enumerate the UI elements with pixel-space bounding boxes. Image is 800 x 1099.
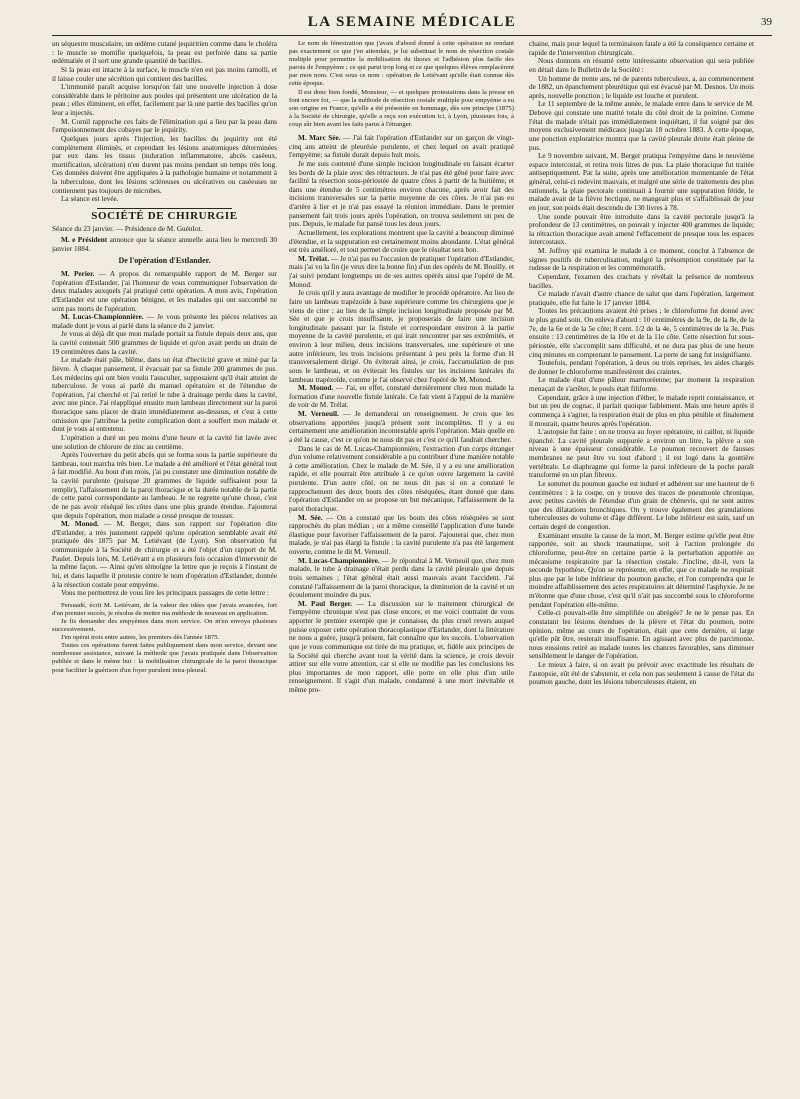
letter-excerpt: Il est donc bien fondé, Monsieur, — et quelques protestations dans la presse en font encore foi, — que la méthode de résection costale multiple pour empyème a eu son origine en France, qu'elle a été présentée en hommage, dès son principe (1875) à la Société de chirurgie, qu'elle a reçu son exécution ici, à Lyon, plusieurs fois, à coup sûr bien avant les faits parus à l'étranger. bbox=[289, 88, 514, 128]
paragraph: Si la peau est intacte à la surface, le muscle n'en est pas moins ramolli, et il laisse couler une sécrétion qui contient des bacilles. bbox=[52, 65, 277, 83]
paragraph bbox=[289, 410, 514, 445]
speaker-name: M. e Président bbox=[61, 236, 108, 245]
speech-text: — J'ai fait l'opération d'Estlander sur un garçon de vingt-cinq ans atteint de pleurésie purulente, et chez lequel on avait pratiqué l'empyème; sa fistule durait depuis huit mois. bbox=[289, 134, 514, 160]
paragraph: Vous me permettrez de vous lire les principaux passages de cette lettre : bbox=[61, 589, 270, 598]
paragraph: M. Cornil rapproche ces faits de l'élimination qui a lieu par la peau dans l'empoisonnement des cobayes par le jequirity. bbox=[52, 117, 277, 135]
paragraph: Le 9 novembre suivant, M. Berger pratiqua l'empyème dans le neuvième espace intercostal, et retira trois litres de pus. La plaie thoracique fut traitée antiseptiquement. Par la suite, après une amélioration momentanée de l'état général, celui-ci redevint mauvais, et malgré une série de traitements des plus rationnels, la plaie pectorale continuait à fournir une suppuration fétide, le malade avait de la fièvre hectique, ne mangeait plus et s'affaiblissait de jour en jour, son poids était descendu de 130 livres à 78. bbox=[529, 152, 754, 212]
paragraph: chaine, mais pour lequel la terminaison fatale a été la conséquence certaine et rapide de l'intervention chirurgicale. bbox=[529, 40, 754, 57]
speech-text: — J'ai, en effet, constaté dernièrement chez mon malade la formation d'une nouvelle fistule latérale. Ce fait vient à l'appui de la manière de voir de M. Trélat. bbox=[289, 384, 514, 410]
paragraph bbox=[289, 134, 514, 160]
paragraph: Je crois qu'il y aura avantage de modifier le procédé opératoire. Au lieu de faire un lambeau trapézoïde à base supérieure comme les chirurgiens que je viens de citer ; au lieu de la simple incision longitudinale proposée par M. Sée et que je crois insuffisante, je proposerais de faire une incision longitudinale passant par la fistule et correspondant environ à la partie moyenne de la cavité purulente, et qui irait rencontrer par ses extrémités, et environ à leur milieu, deux incisions transversales, une supérieure et une autre inférieure, les trois incisions présentant à peu près la forme d'un H transversalement dirigé. On éviterait ainsi, je crois, l'accumulation de pus sous le lambeau, et on éviterait les fistules sur les incisions latérales du lambeau trapézoïde, comme je l'ai observé chez l'opéré de M. Monod. bbox=[289, 289, 514, 384]
column-middle bbox=[289, 40, 514, 1085]
paragraph bbox=[52, 520, 277, 589]
letter-excerpt: Toutes ces opérations furent faites publiquement dans mon service, devant une nombreuse assistance, suivant la méthode que j'avais pratiquée dans l'observation publiée et dans le même but : la mobilisation chirurgicale de la paroi thoracique pour faciliter la guérison d'un foyer purulent intra-pleural. bbox=[52, 642, 277, 674]
section-divider bbox=[97, 208, 232, 209]
paragraph: Toutes les précautions avaient été prises ; le chloroforme fut donné avec le plus grand soin. On enleva d'abord : 10 centimètres de la 9e, de la 8e, de la 7e, de la 6e et de la 5e côte; 8 cent. 1/2 de la 4e, 5 centimètres de la 3e. Puis ensuite : 13 centimètres de la 10e et de la 11e côte. Cette résection fut sous-périostée, elle s'accomplit sans difficulté, et ne dura pas plus de une heure cinq minutes en comprenant le pansement. La perte de sang fut insignifiante. bbox=[529, 307, 754, 359]
paragraph: un séquestre musculaire, un œdème cutané jequiritien comme dans le choléra : le muscle se momifie quelquefois, la peau est perforée dans sa partie œdématiée et il sort une grande quantité de bacilles. bbox=[52, 40, 277, 66]
paragraph: Le sommet du poumon gauche est induré et adhérent sur une hauteur de 6 centimètres : à la coupe, on y trouve des traces de pneumonie chronique, avec petites cavités de l'étendue d'un grain de chènevis, qui ne sont autres que des dilatations bronchiques. On y trouve également des granulations tuberculeuses de volume et d'âge différent. Le lobe inférieur est sain, sauf un certain degré de congestion. bbox=[529, 479, 754, 531]
paragraph: M. Joffroy qui examina le malade à ce moment, conclut à l'absence de signes positifs de tuberculisation, malgré la présomption constituée par la rudesse de la respiration et les commémoratifs. bbox=[529, 247, 754, 273]
paragraph: Je vous ai déjà dit que mon malade portait sa fistule depuis deux ans, que la cavité contenait 500 grammes de liquide et qu'on avait perdu un drain de 19 centimètres dans la cavité. bbox=[52, 330, 277, 356]
speech-text: — Je n'ai pas eu l'occasion de pratiquer l'opération d'Estlander, mais j'ai vu la fin (je veux dire la bonne fin) d'un des opérés de M. Bouilly, et j'ai suivi pendant longtemps un de ses autres opérés ainsi que l'opéré de M. Monod. bbox=[289, 254, 514, 289]
paragraph: Dans le cas de M. Lucas-Championnière, l'extraction d'un corps étranger d'un volume relativement considérable a pu contribuer d'une manière notable à cette amélioration. Chez le malade de M. Sée, il y a eu une amélioration rapide, et elle pourrait être attribuée à ce qu'on ouvre largement la cavité purulente. D'un autre côté, on ne nous dit pas si on a constaté le rapprochement des deux bouts des côtes réséquées, étant donné que dans l'opération d'Estlander on se propose un but mécanique, l'affaissement de la paroi thoracique. bbox=[289, 444, 514, 513]
speech-text: annonce que la séance annuelle aura lieu le mercredi 30 janvier 1884. bbox=[52, 236, 277, 253]
paragraph: Cependant, grâce à une injection d'éther, le malade reprit connaissance, et but un peu de cognac, il parlait quoique faiblement. Mais une heure après il commença à s'agiter, la respiration était de plus en plus pénible et finalement il mourait, quatre heures après l'opération. bbox=[529, 393, 754, 428]
paragraph: Cependant, l'examen des crachats y révélait la présence de nombreux bacilles. bbox=[529, 272, 754, 290]
paragraph: Le mieux à faire, si on avait pu prévoir avec exactitude les résultats de l'autopsie, eût été de s'abstenir, et cela non pas seulement à cause de l'état du poumon gauche, dont les lésions tuberculeuses étaient, en bbox=[529, 661, 754, 687]
page-header bbox=[52, 12, 772, 36]
column-left bbox=[52, 40, 277, 1085]
speaker-name: M. Lucas-Championnière. bbox=[61, 313, 144, 322]
paragraph: Ce malade n'avait d'autre chance de salut que dans l'opération, largement pratiquée, elle fut faite le 17 janvier 1884. bbox=[529, 290, 754, 307]
paragraph: Après l'ouverture du petit abcès qui se forma sous la partie supérieure du lambeau, tout marcha très bien. Le malade a été amélioré et l'état général tout à fait modifié. Au bout d'un mois, j'ai pu constater une diminution notable de la cavité purulente (puisque 20 grammes de liquide suffisaient pour la remplir), l'affaissement de la paroi thoracique et la durée notable de la partie de cette paroi correspondante au lambeau. Je ne regrette qu'une chose, c'est de ne pas avoir réséqué les côtes dans une plus grande étendue. J'ajouterai que depuis l'opération, mon malade a cessé presque de tousser. bbox=[52, 451, 277, 520]
speech-text: — M. Berger, dans son rapport sur l'opération dite d'Estlander, a très justement rappelé qu'une opération semblable avait été pratiquée dès 1875 par M. Letiévant (de Lyon). Son observation fut communiquée à la Société de chirurgie et a été l'objet d'un rapport de M. Paulet. Depuis lors, M. Letiévant a en plusieurs fois occasion d'intervenir de la même façon. — Ainsi qu'en témoigne la lettre que je reçois à l'instant de lui, et dans laquelle il proteste contre le nom d'opération d'Estlander, donnée à la résection costale pour empyème. bbox=[52, 520, 277, 589]
paragraph bbox=[289, 514, 514, 557]
speaker-name: M. Paul Berger. bbox=[298, 599, 353, 608]
paragraph: Un homme de trente ans, né de parents tuberculeux, a, au commencement de 1882, un épanchement pleurétique qui est évacué par M. Desnos. Un mois après, nouvelle ponction ; le liquide est louche et purulent. bbox=[529, 74, 754, 100]
paragraph: Le 11 septembre de la même année, le malade entre dans le service de M. Debove qui constate une matité totale du côté droit de la poitrine. Comme l'état du malade n'était pas immédiatement inquiétant, il fut soigné par des moyens exclusivement médicaux jusqu'au 18 octobre 1883. À cette époque, une ponction exploratrice montra que la cavité pleurale droite était pleine de pus. bbox=[529, 100, 754, 152]
speech-text: — Je demanderai un renseignement. Je crois que les observations apportées jusqu'à présent sont incomplètes. Il y a eu certainement une amélioration incontestable après l'opération. Mais quelle en a été la cause, c'est ce qu'on ne nous dit pas et c'est ce qu'il faudrait chercher. bbox=[289, 410, 514, 444]
speech-text: — Je vous présente les pièces relatives au malade dont je vous ai parlé dans la séance du 2 janvier. bbox=[52, 313, 277, 330]
paragraph: Celle-ci pouvait-elle être simplifiée ou abrégée? Je ne le pense pas. En constatant les lésions étendues de la plèvre et l'état du poumon, notre opinion, même au cours de l'opération, était que cette dernière, si large qu'elle pût être, resterait insuffisante. En agissant avec plus de parcimonie, nous eussions retiré au malade toutes les chances favorables, sans diminuer sensiblement le danger de l'opération. bbox=[529, 609, 754, 661]
speaker-name: M. Perier. bbox=[61, 270, 95, 278]
letter-excerpt: Le nom de fénestration que j'avais d'abord donné à cette opération ne rendant pas exactement ce que j'en attendais, je lui substituai le nom de résection costale multiple pour permettre la mobilisation du thorax et l'adhésion plus facile des parois de l'empyème ; ce qui parut trop long et ce que quelques élèves remplacèrent par mon nom. C'est sous ce nom : opération de Letiévant qu'elle était connue dès cette époque. bbox=[289, 40, 514, 88]
paragraph bbox=[52, 313, 277, 330]
speaker-name: M. Monod. bbox=[298, 384, 334, 393]
speaker-name: M. Monod. bbox=[61, 520, 99, 529]
letter-excerpt: J'en opérai trois entre autres, les premiers dès l'année 1875. bbox=[61, 634, 220, 642]
paragraph: Actuellement, les explorations montrent que la cavité a beaucoup diminué d'étendue, et la suppuration est certainement moins abondante. L'état général est très amélioré, et tout permet de croire que le résultat sera bon. bbox=[289, 228, 514, 255]
paragraph bbox=[289, 384, 514, 410]
paragraph: Quelques jours après l'injection, les bacilles du jequirity ont été complètement éliminés, et cependant les lésions anatomiques déterminées par eux dans les tissus (induration inflammatoire, abcès caséeux, mortification, ulcération) n'en durent pas moins pendant un temps très long. Ces données doivent être appliquées à la pathologie humaine et notamment à la tuberculose, dont les lésions scléreuses ou ulcératives ou caséeuses ne contiennent pas toujours de microbes. bbox=[52, 134, 277, 195]
speaker-name: M. Sée. bbox=[298, 513, 323, 522]
paragraph bbox=[289, 255, 514, 290]
speaker-name: M. Verneuil. bbox=[298, 410, 339, 419]
paragraph: L'immunité paraît acquise lorsqu'on fait une nouvelle injection à dose considérable dans le péritoine aux poules qui présentent une ulcération de la peau ; elles éliminent, en effet, facilement par là une partie des bacilles qu'on leur a injectés. bbox=[52, 83, 277, 117]
column-right bbox=[529, 40, 754, 1085]
paragraph: Je me suis contenté d'une simple incision longitudinale en faisant écarter les bords de la plaie avec des rétracteurs. Je n'ai pas été gêné pour faire avec facilité la résection sous-périostée de quatre côtes à partir de la huitième, et dans une étendue de 5 centimètres environ chacune, après avoir fait des incisions transversales sur la partie moyenne de ces côtes. Je n'ai pas eu d'artère à lier et je n'ai pas essayé la réunion immédiate. Dans le premier pansement fait trois jours après l'opération, on trouva seulement un peu de pus. Depuis, le malade fut pansé tous les deux jours. bbox=[289, 159, 514, 229]
letter-excerpt: Persuadé, écrit M. Letiévant, de la valeur des idées que j'avais avancées, fort d'un premier succès, je résolus de mettre ma méthode de nouveau en application. bbox=[52, 601, 277, 617]
paragraph: L'autopsie fut faite : on ne trouva au foyer opératoire, ni caillot, ni liquide épanché. La cavité pleurale suppurée a environ un litre, la plèvre a son niveau à une épaisseur considérable. Le poumon recouvert de fausses membranes ne peut être vu tout d'abord ; il est logé dans la gouttière vertébrale. Le diaphragme qui forme la paroi inférieure de la poche paraît transformé en un plan fibreux. bbox=[529, 428, 754, 480]
paragraph bbox=[52, 236, 277, 253]
speaker-name: M. Trélat. bbox=[298, 254, 330, 263]
paragraph: Une sonde pouvait être introduite dans la cavité pectorale jusqu'à la profondeur de 13 centimètres, on pouvait y injecter 400 grammes de liquide; la rétraction thoracique avait amené l'effacement de presque tous les espaces intercostaux. bbox=[529, 212, 754, 247]
speech-text: — A propos du remarquable rapport de M. Berger sur l'opération d'Estlander, j'ai l'honneur de vous communiquer l'observation de deux malades auxquels j'ai pratiqué cette opération. A mon avis, l'opération d'Estlander est une opération bénigne, et les malades qui ont succombé ne sont pas morts de l'opération. bbox=[52, 270, 277, 313]
paragraph: L'opération a duré un peu moins d'une heure et la cavité fut lavée avec une solution de chlorure de zinc au centième. bbox=[52, 433, 277, 451]
speech-text: — Je répondrai à M. Verneuil que, chez mon malade, le tube à drainage n'était perdu dans la cavité pleurale que depuis trois semaines ; l'état général était aussi mauvais avant l'accident. J'ai constaté l'affaissement de la paroi thoracique, la diminution de la cavité et un écoulement moindre du pus. bbox=[289, 556, 514, 600]
speaker-name: M. Lucas-Championnière. bbox=[298, 556, 380, 565]
paragraph: Toutefois, pendant l'opération, à deux ou trois reprises, les aides chargés de donner le chloroforme manifestèrent des craintes. bbox=[529, 359, 754, 376]
paragraph: Nous donnons en résumé cette intéressante observation qui sera publiée en détail dans le Bulletin de la Société : bbox=[529, 57, 754, 74]
letter-excerpt: Je fis demander des empyèmes dans mon service. On m'en envoya plusieurs successivement. bbox=[52, 617, 277, 634]
journal-title: LA SEMAINE MÉDICALE bbox=[307, 14, 517, 30]
speech-text: — On a constaté que les bouts des côtes réséquées se sont rapprochés du plan médian ; on a même conseillé l'application d'une bande élastique pour favoriser l'affaissement de la paroi. J'ajouterai que, chez mon malade, je n'ai pas élargi la fistule : la cavité purulente n'a pas été largement ouverte, comme le dit M. Verneuil. bbox=[289, 513, 514, 557]
paragraph bbox=[52, 270, 277, 313]
paragraph: La séance est levée. bbox=[61, 195, 119, 204]
speaker-name: M. Marc Sée. bbox=[298, 134, 341, 143]
page-number: 39 bbox=[761, 16, 772, 28]
paragraph bbox=[289, 600, 514, 695]
session-meta: Séance du 23 janvier. — Présidence de M. GuénIot. bbox=[52, 224, 203, 233]
paragraph bbox=[289, 557, 514, 600]
paragraph: Le malade était d'une pâleur marmoréenne; par moment la respiration menaçait de s'arrêter, le pouls était filiforme. bbox=[529, 376, 754, 393]
speech-text: — La discussion sur le traitement chirurgical de l'empyème chronique n'est pas close encore, et me voici contraint de vous apporter le premier exemple que je connaisse, du plus cruel revers auquel puisse exposer cette opération thoracoplastique d'Estlander, dont la littérature ne nous a guère, jusqu'à présent, fait connaître que les succès. L'observation que je vous communique est tirée de ma pratique, et, fidèle aux principes de la Société qui cherche avant tout la vérité dans la science, je crois devoir attirer sur elle votre attention, car si elle ne modifie pas les conclusions les plus importantes de mon rapport, elle porte en elle plus d'un utile renseignement. Il s'agit d'un malade, condamné à une mort inévitable et même pro- bbox=[289, 599, 514, 695]
paragraph: Le malade était pâle, blême, dans un état d'hecticité grave et miné par la fièvre. À chaque pansement, il évacuait par sa fistule 200 grammes de pus. Les médecins qui ont bien voulu l'ausculter, supposaient qu'il était atteint de tuberculose. Je vous ai parlé du manuel opératoire et de l'étendue de l'opération, j'ai cherché et j'ai retiré le tube à drainage perdu dans la cavité, avec une pince. J'ai réappliqué ensuite mon lambeau directement sur la paroi thoracique sans placer de drain immédiatement au-dessous, et c'est à cette omission que j'attribue la petite complication dont a souffert mon malade et dont je vous ai entretenu. bbox=[52, 356, 277, 434]
paragraph: Examinant ensuite la cause de la mort, M. Berger estime qu'elle peut être rapportée, soit au shock traumatique, soit à l'action prolongée du chloroforme, peut-être en certaine partie à la perturbation apportée au mécanisme respiratoire par la résection costale. J'incline, dit-il, vers la seconde hypothèse. Qu'on se représente, en effet, que ce malade ne respirait plus que par le lobe inférieur du poumon gauche, et l'on comprendra que le moindre affaiblissement des actes respiratoires ait déterminé l'asphyxie. Je ne m'étonne que d'une chose, c'est qu'il n'ait pas succombé sous le chloroforme pendant l'opération elle-même. bbox=[529, 531, 754, 609]
subsection-title: De l'opération d'Estlander. bbox=[118, 256, 211, 266]
section-title: SOCIÉTÉ DE CHIRURGIE bbox=[91, 209, 238, 222]
